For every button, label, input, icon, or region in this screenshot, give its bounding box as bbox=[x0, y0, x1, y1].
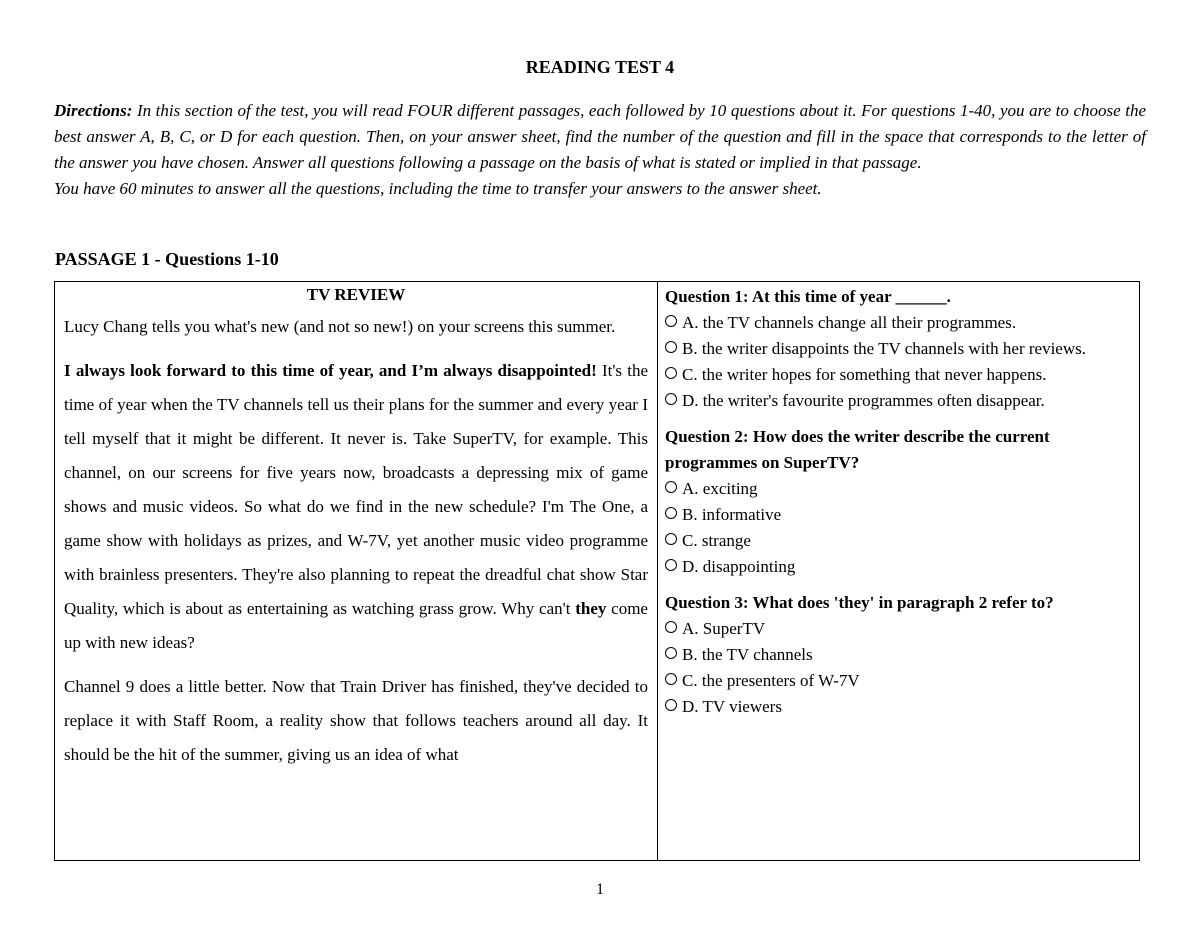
time-note: You have 60 minutes to answer all the questions, including the time to transfer your answers to the answer sheet. bbox=[54, 179, 822, 198]
question-1 bbox=[665, 284, 1123, 414]
question-3-text: Question 3: What does 'they' in paragraph 2 refer to? bbox=[665, 593, 1054, 612]
question-3-option-c[interactable] bbox=[665, 668, 1123, 694]
radio-circle-icon[interactable] bbox=[665, 647, 677, 659]
radio-circle-icon[interactable] bbox=[665, 699, 677, 711]
question-3-option-d[interactable] bbox=[665, 694, 1123, 720]
column-divider bbox=[657, 282, 658, 860]
option-label: A. the TV channels change all their programmes. bbox=[682, 313, 1017, 332]
option-label: B. the writer disappoints the TV channels with her reviews. bbox=[682, 339, 1086, 358]
passage-paragraph-1 bbox=[64, 354, 648, 660]
question-2-text: Question 2: How does the writer describe the current programmes on SuperTV? bbox=[665, 427, 1050, 472]
passage-p1-text: It's the time of year when the TV channels tell us their plans for the summer and every year I tell myself that it might be different. It never is. Take SuperTV, for example. This channel, on our screens for five years now, broadcasts a depressing mix of game shows and music videos. So what do we find in the new schedule? I'm The One, a game show with holidays as prizes, and W-7V, yet another music video programme with brainless presenters. They're also planning to repeat the dreadful chat show Star Quality, which is about as entertaining as watching grass grow. Why can't bbox=[64, 361, 648, 618]
option-label: A. exciting bbox=[682, 479, 758, 498]
passage-p1-they: they bbox=[575, 599, 607, 618]
radio-circle-icon[interactable] bbox=[665, 673, 677, 685]
question-1-text: Question 1: At this time of year ______. bbox=[665, 287, 951, 306]
question-2-option-a[interactable] bbox=[665, 476, 1123, 502]
radio-circle-icon[interactable] bbox=[665, 341, 677, 353]
question-1-option-c[interactable] bbox=[665, 362, 1123, 388]
option-label: B. the TV channels bbox=[682, 645, 813, 664]
question-1-option-b[interactable] bbox=[665, 336, 1123, 362]
question-3-option-b[interactable] bbox=[665, 642, 1123, 668]
option-label: B. informative bbox=[682, 505, 782, 524]
radio-circle-icon[interactable] bbox=[665, 315, 677, 327]
option-label: D. TV viewers bbox=[682, 697, 782, 716]
question-3-option-a[interactable] bbox=[665, 616, 1123, 642]
question-2-option-d[interactable] bbox=[665, 554, 1123, 580]
questions-column bbox=[665, 284, 1123, 730]
question-2-option-b[interactable] bbox=[665, 502, 1123, 528]
passage-heading: PASSAGE 1 - Questions 1-10 bbox=[55, 249, 279, 269]
option-label: C. the writer hopes for something that never happens. bbox=[682, 365, 1047, 384]
question-2-option-c[interactable] bbox=[665, 528, 1123, 554]
option-label: D. disappointing bbox=[682, 557, 796, 576]
directions-label: Directions: bbox=[54, 101, 133, 120]
question-2 bbox=[665, 424, 1123, 580]
test-title: READING TEST 4 bbox=[525, 57, 675, 77]
passage-column bbox=[64, 284, 648, 782]
passage-p1-bold: I always look forward to this time of year, and I’m always disappointed! bbox=[64, 361, 597, 380]
radio-circle-icon[interactable] bbox=[665, 621, 677, 633]
question-1-option-a[interactable] bbox=[665, 310, 1123, 336]
question-1-option-d[interactable] bbox=[665, 388, 1123, 414]
passage-question-table bbox=[54, 281, 1140, 861]
passage-title: TV REVIEW bbox=[306, 285, 406, 304]
directions-text: In this section of the test, you will read FOUR different passages, each followed by 10 questions about it. For questions 1-40, you are to choose the best answer A, B, C, or D for each question. Then, on your answer sheet, find the number of the question and fill in the space that corresponds to the letter of the answer you have chosen. Answer all questions following a passage on the basis of what is stated or implied in that passage. bbox=[54, 101, 1146, 172]
directions-block bbox=[54, 98, 1146, 202]
radio-circle-icon[interactable] bbox=[665, 481, 677, 493]
radio-circle-icon[interactable] bbox=[665, 393, 677, 405]
page-number: 1 bbox=[596, 881, 604, 898]
passage-paragraph-2: Channel 9 does a little better. Now that Train Driver has finished, they've decided to replace it with Staff Room, a reality show that follows teachers around all day. It should be the hit of the summer, giving us an idea of what bbox=[64, 677, 648, 764]
option-label: C. strange bbox=[682, 531, 751, 550]
question-3 bbox=[665, 590, 1123, 720]
passage-p1-end: come up with new ideas? bbox=[64, 599, 648, 652]
radio-circle-icon[interactable] bbox=[665, 533, 677, 545]
radio-circle-icon[interactable] bbox=[665, 367, 677, 379]
option-label: A. SuperTV bbox=[682, 619, 766, 638]
directions-paragraph bbox=[54, 98, 1146, 176]
radio-circle-icon[interactable] bbox=[665, 559, 677, 571]
passage-intro: Lucy Chang tells you what's new (and not so new!) on your screens this summer. bbox=[64, 317, 616, 336]
option-label: C. the presenters of W-7V bbox=[682, 671, 860, 690]
option-label: D. the writer's favourite programmes often disappear. bbox=[682, 391, 1045, 410]
radio-circle-icon[interactable] bbox=[665, 507, 677, 519]
